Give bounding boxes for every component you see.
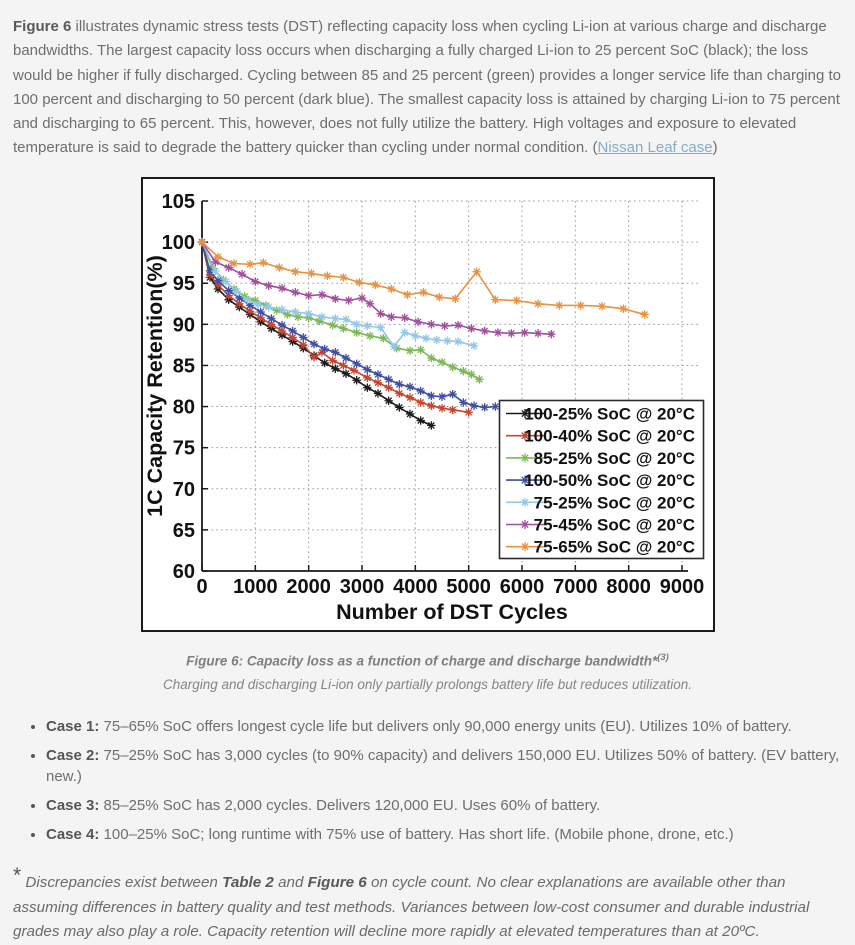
case-label: Case 4: bbox=[46, 826, 100, 844]
case-item bbox=[46, 716, 855, 737]
caption-line1: Figure 6: Capacity loss as a function of charge and discharge bandwidth* bbox=[186, 653, 658, 669]
case-text: 75–25% SoC has 3,000 cycles (to 90% capacity) and delivers 150,000 EU. Utilizes 50% of battery. (EV battery, new.) bbox=[46, 747, 840, 786]
legend-entry bbox=[506, 449, 695, 468]
legend-entry bbox=[506, 404, 695, 423]
case-label: Case 1: bbox=[46, 718, 100, 736]
legend-entry bbox=[506, 537, 695, 556]
footnote-table2-ref: Table 2 bbox=[222, 874, 274, 892]
legend bbox=[499, 400, 703, 558]
case-list bbox=[30, 716, 855, 845]
svg-text:75-25% SoC @ 20°C: 75-25% SoC @ 20°C bbox=[533, 493, 695, 513]
svg-text:95: 95 bbox=[172, 273, 195, 296]
svg-text:100-25% SoC @ 20°C: 100-25% SoC @ 20°C bbox=[523, 404, 695, 424]
caption-line2: Charging and discharging Li-ion only partially prolongs battery life but reduces utilization. bbox=[162, 677, 693, 693]
svg-text:90: 90 bbox=[172, 314, 195, 337]
case-text: 75–65% SoC offers longest cycle life but delivers only 90,000 energy units (EU). Utilizes 10% of battery. bbox=[99, 718, 792, 736]
svg-text:80: 80 bbox=[172, 396, 195, 419]
figure-caption bbox=[0, 652, 855, 693]
svg-text:75: 75 bbox=[172, 437, 195, 460]
nissan-leaf-link[interactable]: Nissan Leaf case bbox=[597, 139, 713, 157]
footnote-text: on cycle count. No clear explanations are available other than assuming differences in battery quality and test methods. Variances between low-cost consumer and durable industrial grades may also play a role. Capacity retention will decline more rapidly at elevated temperatures than at 20ºC. bbox=[13, 874, 810, 941]
svg-text:8000: 8000 bbox=[605, 575, 651, 598]
svg-text:6000: 6000 bbox=[499, 575, 544, 598]
case-item bbox=[46, 795, 855, 816]
footnote bbox=[13, 864, 843, 945]
svg-text:100-50% SoC @ 20°C: 100-50% SoC @ 20°C bbox=[523, 470, 695, 490]
svg-text:100: 100 bbox=[161, 231, 195, 254]
intro-paragraph bbox=[13, 15, 843, 161]
figure-6-chart bbox=[141, 177, 715, 632]
svg-text:75-65% SoC @ 20°C: 75-65% SoC @ 20°C bbox=[533, 537, 695, 557]
svg-text:1C Capacity Retention(%): 1C Capacity Retention(%) bbox=[142, 254, 167, 517]
svg-text:Number of DST Cycles: Number of DST Cycles bbox=[335, 599, 568, 624]
svg-text:9000: 9000 bbox=[659, 575, 704, 598]
legend-entry bbox=[506, 515, 695, 534]
svg-text:5000: 5000 bbox=[445, 575, 491, 598]
svg-text:2000: 2000 bbox=[285, 575, 331, 598]
svg-text:65: 65 bbox=[172, 519, 195, 542]
legend-entry bbox=[506, 426, 695, 445]
footnote-figure6-ref: Figure 6 bbox=[307, 874, 367, 892]
svg-text:70: 70 bbox=[172, 478, 195, 501]
caption-reference-sup: (3) bbox=[657, 651, 669, 663]
case-label: Case 3: bbox=[46, 797, 100, 815]
legend-entry bbox=[506, 471, 695, 490]
footnote-asterisk: * bbox=[13, 864, 22, 888]
case-item bbox=[46, 745, 855, 787]
case-label: Case 2: bbox=[46, 747, 100, 765]
svg-text:3000: 3000 bbox=[339, 575, 384, 598]
footnote-text: Discrepancies exist between bbox=[21, 874, 223, 892]
svg-text:4000: 4000 bbox=[392, 575, 438, 598]
case-text: 100–25% SoC; long runtime with 75% use of battery. Has short life. (Mobile phone, drone, etc.) bbox=[99, 826, 734, 844]
intro-text-close: ) bbox=[712, 139, 718, 157]
intro-text: illustrates dynamic stress tests (DST) reflecting capacity loss when cycling Li-ion at various charge and discharge bandwidths. The largest capacity loss occurs when discharging a fully charged Li-ion to 25 percent SoC (black); the loss would be higher if fully discharged. Cycling between 85 and 25 percent (green) provides a longer service life than charging to 100 percent and discharging to 50 percent (dark blue). The smallest capacity loss is attained by charging Li-ion to 75 percent and discharging to 65 percent. This, however, does not fully utilize the battery. High voltages and exposure to elevated temperature is said to degrade the battery quicker than cycling under normal condition. ( bbox=[13, 18, 841, 157]
svg-text:60: 60 bbox=[172, 560, 195, 583]
svg-text:105: 105 bbox=[161, 190, 195, 213]
legend-entry bbox=[506, 493, 695, 512]
svg-text:0: 0 bbox=[195, 575, 208, 598]
svg-text:75-45% SoC @ 20°C: 75-45% SoC @ 20°C bbox=[533, 515, 695, 535]
case-text: 85–25% SoC has 2,000 cycles. Delivers 120,000 EU. Uses 60% of battery. bbox=[99, 797, 601, 815]
case-item bbox=[46, 824, 855, 845]
capacity-retention-chart bbox=[143, 179, 713, 630]
svg-text:85: 85 bbox=[172, 355, 195, 378]
svg-text:1000: 1000 bbox=[232, 575, 278, 598]
footnote-text: and bbox=[273, 874, 308, 892]
svg-text:100-40% SoC @ 20°C: 100-40% SoC @ 20°C bbox=[523, 426, 695, 446]
svg-text:85-25% SoC @ 20°C: 85-25% SoC @ 20°C bbox=[533, 448, 695, 468]
intro-bold-lead: Figure 6 bbox=[13, 18, 72, 35]
svg-text:7000: 7000 bbox=[552, 575, 598, 598]
